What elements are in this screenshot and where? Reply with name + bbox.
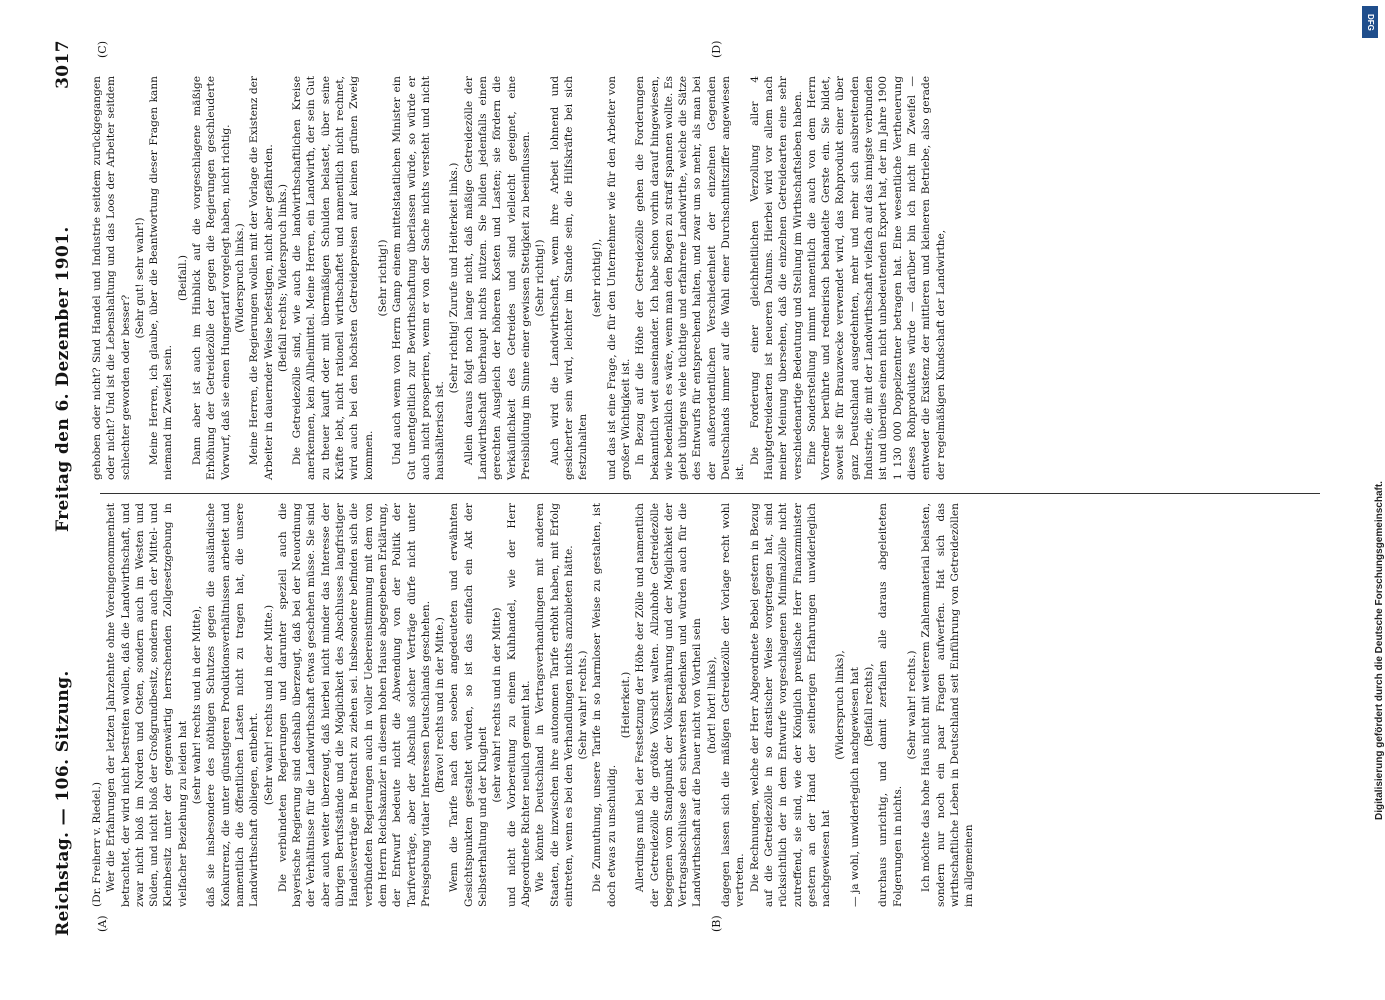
paragraph: dagegen lassen sich die mäßigen Getreidezölle der Vorlage recht wohl vertreten. [720,503,747,907]
interjection: (sehr richtig!), [591,238,604,318]
paragraph: Eine Sonderstellung nimmt namentlich die auch von dem Herrn Vorredner berührte und redneirisch behandelte Gerste ein. Sie bildet, soweit sie für Brauzwecke verwendet wird, das Rohprodukt einer über ganz Deutschland ausgedehnten, mehr und mehr sich ausbreitenden Industrie, die mit der Landwirthschaft vielfach auf das innigste verbunden ist und überdies einen nicht unbedeutenden Export hat, der im Jahre 1900 1 130 000 Doppelzentner betragen hat. Eine wesentliche Vertheuerung dieses Rohproduktes würde — darüber bin ich nicht im Zweifel — entweder die Existenz der mittleren und kleineren Betriebe, also gerade der regelmäßigen Kundschaft der Landwirthe, [805,76,947,480]
digitization-note-text: Digitalisierung gefördert durch die Deutsche Forschungsgemeinschaft. [1374,481,1385,820]
interjection: (Beifall.) [176,254,189,302]
dfg-logo: DFG [1362,6,1378,38]
right-column [90,76,1330,480]
paragraph: (Dr. Freiherr v. Riedel.) [91,782,103,907]
margin-mark-a: (A) [96,915,109,932]
interjection: (Sehr richtig! Zurufe und Heiterkeit links.) [448,162,461,394]
left-column [90,503,1330,907]
header-date: Freitag den 6. Dezember 1901. [53,226,73,532]
interjection: (sehr wahr! rechts und in der Mitte), [191,605,204,805]
paragraph: Wie könnte Deutschland in Vertragsverhandlungen mit anderen Staaten, die inzwischen ihre autonomen Tarife erhöht haben, mit Erfolg eintreten, wenn es bei den Verhandlungen nichts anzubieten hätte. [534,503,575,907]
paragraph: Dann aber ist auch im Hinblick auf die vorgeschlagene mäßige Erhöhung der Getreidezölle der gegen die Regierungen geschleuderte Vorwurf, daß sie einen Hungertarif vorgelegt haben, nicht richtig. [191,76,232,480]
paragraph: Ich möchte das hohe Haus nicht mit weiterem Zahlenmaterial belasten, sondern nur noch ein paar Fragen aufwerfen. Hat sich das wirthschaftliche Leben in Deutschland seit Einführung von Getreidezöllen im allgemeinen [920,503,976,907]
paragraph: Allein daraus folgt noch lange nicht, daß mäßige Getreidezölle der Landwirthschaft überhaupt nichts nützen. Sie bilden jedenfalls einen gerechten Ausgleich der höheren Kosten und Lasten; sie fördern die Verkäuflichkeit des Getreides und sind vielleicht geeignet, eine Preisbildung im Sinne einer gewissen Stetigkeit zu beeinflussen. [462,76,532,480]
interjection: (Sehr gut! sehr wahr!) [133,217,146,339]
paragraph: Und auch wenn von Herrn Gamp einem mittelstaatlichen Minister ein Gut unentgeltlich zur Bewirthschaftung überlassen würde, so würde er auch nicht prosperiren, wenn er von der Sache nichts versteht und nicht haushälterisch ist. [391,76,447,480]
interjection: (Bravo! rechts und in der Mitte.) [434,617,447,793]
column-divider [100,493,1320,494]
paragraph: Meine Herren, ich glaube, über die Beantwortung dieser Fragen kann niemand im Zweifel sein. [148,76,175,480]
page-number: 3017 [53,40,73,89]
paragraph: Die Forderung einer gleichheitlichen Verzollung aller 4 Hauptgetreidearten ist neueren Datums. Hierbei wird vor allem nach meiner Meinung übersehen, daß die einzelnen Getreidearten eine sehr verschiedenartige Bedeutung und Stellung im Wirthschaftsleben haben. [748,76,804,480]
interjection: (Beifall rechts), [863,663,876,747]
newspaper-page [50,32,1340,962]
paragraph: Wenn die Tarife nach den soeben angedeuteten und erwähnten Gesichtspunkten gestaltet würden, so ist das einfach ein Akt der Selbsterhaltung und der Klugheit [448,503,490,907]
interjection: (Widerspruch links), [834,650,847,760]
digitization-note [1358,0,1385,1000]
paragraph: durchaus unrichtig, und damit zerfallen alle daraus abgeleiteten Folgerungen in nichts. [877,503,904,907]
text-columns [90,32,1330,962]
paragraph: daß sie insbesondere des nöthigen Schutzes gegen die ausländische Konkurrenz, die unter günstigeren Produktionsverhältnissen arbeitet und namentlich die öffentlichen Lasten nicht zu tragen hat, die unsere Landwirthschaft obliegen, entbehrt. [205,503,261,907]
paragraph: gehoben oder nicht? Sind Handel und Industrie seitdem zurückgegangen oder nicht? Und ist die Lebenshaltung und das Loos der Arbeiter seitdem schlechter geworden oder besser? [91,76,132,480]
margin-mark-b: (B) [710,915,723,932]
interjection: (Sehr wahr! rechts.) [905,650,918,760]
paragraph: Meine Herren, die Regierungen wollen mit der Vorlage die Existenz der Arbeiter in dauernder Weise befestigen, nicht aber gefährden. [248,76,275,480]
margin-mark-d: (D) [710,40,723,58]
paragraph: Die verbündeten Regierungen und darunter speziell auch die bayerische Regierung sind deshalb überzeugt, daß bei der Neuordnung der Verhältnisse für die Landwirthschaft etwas geschehen müsse. Sie sind aber auch weiter überzeugt, daß hierbei nicht minder das Interesse der übrigen Berufsstände und die Möglichkeit des Abschlusses langfristiger Handelsverträge in Betracht zu ziehen sei. Insbesondere befinden sich die verbündeten Regierungen auch in voller Uebereinstimmung mit dem von dem Herrn Reichskanzler in diesem hohen Hause abgegebenen Erklärung, der Entwurf bedeute nicht die Abwendung von der Politik der Tarifverträge, aber der Abschluß solcher Verträge dürfe nicht unter Preisgebung vitaler Interessen Deutschlands geschehen. [276,503,432,907]
interjection: (Sehr richtig!) [376,239,389,317]
page-header [53,32,80,962]
interjection: (Sehr wahr! rechts.) [577,650,590,760]
paragraph: Die Rechnungen, welche der Herr Abgeordnete Bebel gestern in Bezug auf die Getreidezölle in so drastischer Weise vorgetragen hat, sind rücksichtlich der in dem Entwurfe vorgeschlagenen Minimalzölle nicht zutreffend, sie sind, wie der Königlich preußische Herr Finanzminister gestern an der Hand der seitherigen Erfahrungen unwiderleglich nachgewiesen hat [748,503,833,907]
paragraph: und das ist eine Frage, die für den Unternehmer wie für den Arbeiter von großer Wichtigkeit ist. [605,76,632,480]
interjection: (Heiterkeit.) [619,671,632,739]
interjection: (Sehr wahr! rechts und in der Mitte.) [262,604,275,806]
header-session: Reichstag. — 106. Sitzung. [53,670,73,936]
paragraph: Die Getreidezölle sind, wie auch die landwirthschaftlichen Kreise anerkennen, kein Allheilmittel. Meine Herren, ein Landwirth, der sein Gut zu theuer kauft oder mit übermäßigen Schulden belastet, über seine Kräfte lebt, nicht rationell wirthschaftet und namentlich nicht rechnet, wird auch bei den höchsten Getreidepreisen auf keinen grünen Zweig kommen. [291,76,375,480]
interjection: (hört! hört! links), [705,656,718,754]
paragraph: und nicht die Vorbereitung zu einem Kuhhandel, wie der Herr Abgeordnete Richter neulich gemeint hat. [505,503,532,907]
interjection: (sehr wahr! rechts und in der Mitte) [491,607,504,803]
interjection: (Beifall rechts; Widerspruch links.) [276,183,289,373]
paragraph: Allerdings muß bei der Festsetzung der Höhe der Zölle und namentlich der Getreidezölle die größte Vorsicht walten. Allzuhohe Getreidezölle begegnen vom Standpunkt der Volksernährung und der Möglichkeit der Vertragsabschlüsse den schwersten Bedenken und würden auch für die Landwirthschaft auf die Dauer nicht von Vortheil sein [634,503,704,907]
paragraph: Auch wird die Landwirthschaft, wenn ihre Arbeit lohnend und gesicherter sein wird, leichter im Stande sein, die Hilfskräfte bei sich festzuhalten [548,76,590,480]
interjection: (Sehr richtig!) [534,239,547,317]
paragraph: In Bezug auf die Höhe der Getreidezölle gehen die Forderungen bekanntlich weit auseinander. Ich habe schon vorhin darauf hingewiesen, wie bedenklich es wäre, wenn man den Bogen zu straff spannen wollte. Es giebt übrigens viele tüchtige und erfahrene Landwirthe, welche die Sätze des Entwurfs für entsprechend halten, und zwar um so mehr, als man bei der außerordentlichen Verschiedenheit der einzelnen Gegenden Deutschlands immer auf die Wahl einer Durchschnittsziffer angewiesen ist. [634,76,747,480]
interjection: (Widerspruch links.) [233,223,246,333]
paragraph: Wer die Erfahrungen der letzten Jahrzehnte ohne Voreingenommenheit betrachtet, der wird nicht bestreiten wollen, daß die Landwirthschaft, und zwar nicht bloß im Norden und Osten, sondern auch im Westen und Süden, und nicht bloß der Großgrundbesitz, sondern auch der Mittel- und Kleinbesitz unter der gegenwärtig herrschenden Zollgesetzgebung in vielfacher Beziehung zu leiden hat [105,503,189,907]
margin-mark-c: (C) [96,41,109,58]
paragraph: Die Zumuthung, unsere Tarife in so harmloser Weise zu gestalten, ist doch etwas zu unschuldig. [591,503,618,907]
paragraph: — ja wohl, unwiderleglich nachgewiesen hat [848,667,861,907]
